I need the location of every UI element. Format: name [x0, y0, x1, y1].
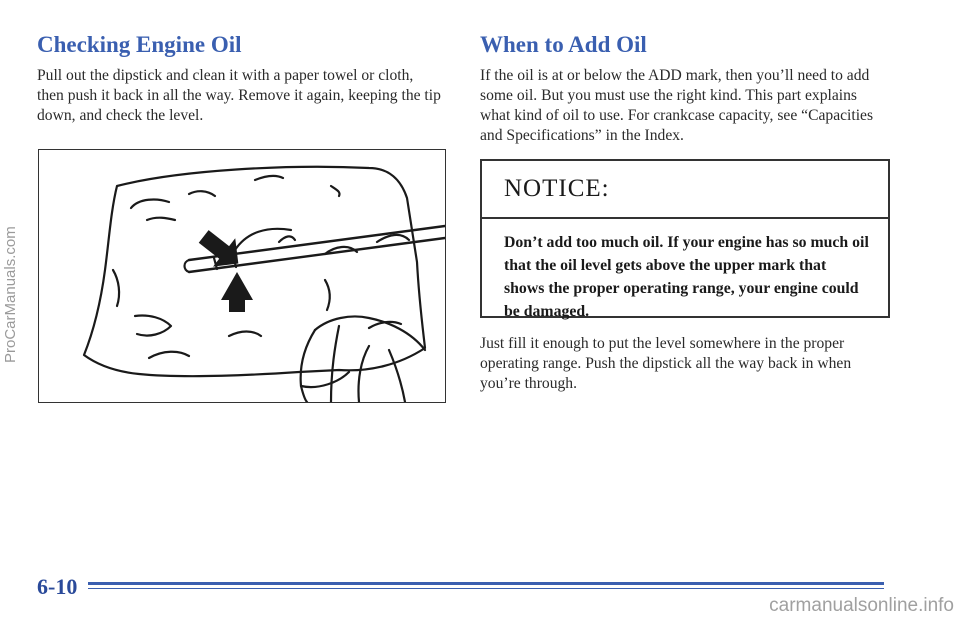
- right-paragraph: If the oil is at or below the ADD mark, then you’ll need to add some oil. But you must use the right kind. This part explains what kind of oil to use. For crankcase capacity, see “Capacities and Specifications” in the Index.: [480, 67, 874, 144]
- dipstick-illustration: [38, 149, 446, 403]
- bottom-watermark: carmanualsonline.info: [769, 595, 954, 616]
- notice-box: [480, 159, 890, 318]
- side-watermark: ProCarManuals.com: [2, 226, 19, 364]
- right-heading: When to Add Oil: [480, 32, 647, 57]
- dipstick-check-illustration-icon: [39, 150, 445, 402]
- footer-rule-bottom: [88, 588, 884, 589]
- footer-rule-top: [88, 582, 884, 585]
- notice-title: NOTICE:: [482, 161, 888, 219]
- page-number: 6-10: [37, 574, 78, 599]
- left-paragraph: Pull out the dipstick and clean it with a paper towel or cloth, then push it back in all the way. Remove it again, keeping the tip down, and check the level.: [37, 67, 441, 124]
- right-paragraph-2: Just fill it enough to put the level somewhere in the proper operating range. Push the dipstick all the way back in when you’re through.: [480, 335, 852, 392]
- left-heading: Checking Engine Oil: [37, 32, 242, 57]
- notice-text: Don’t add too much oil. If your engine has so much oil that the oil level gets above the upper mark that shows the proper operating range, your engine could be damaged.: [504, 234, 869, 320]
